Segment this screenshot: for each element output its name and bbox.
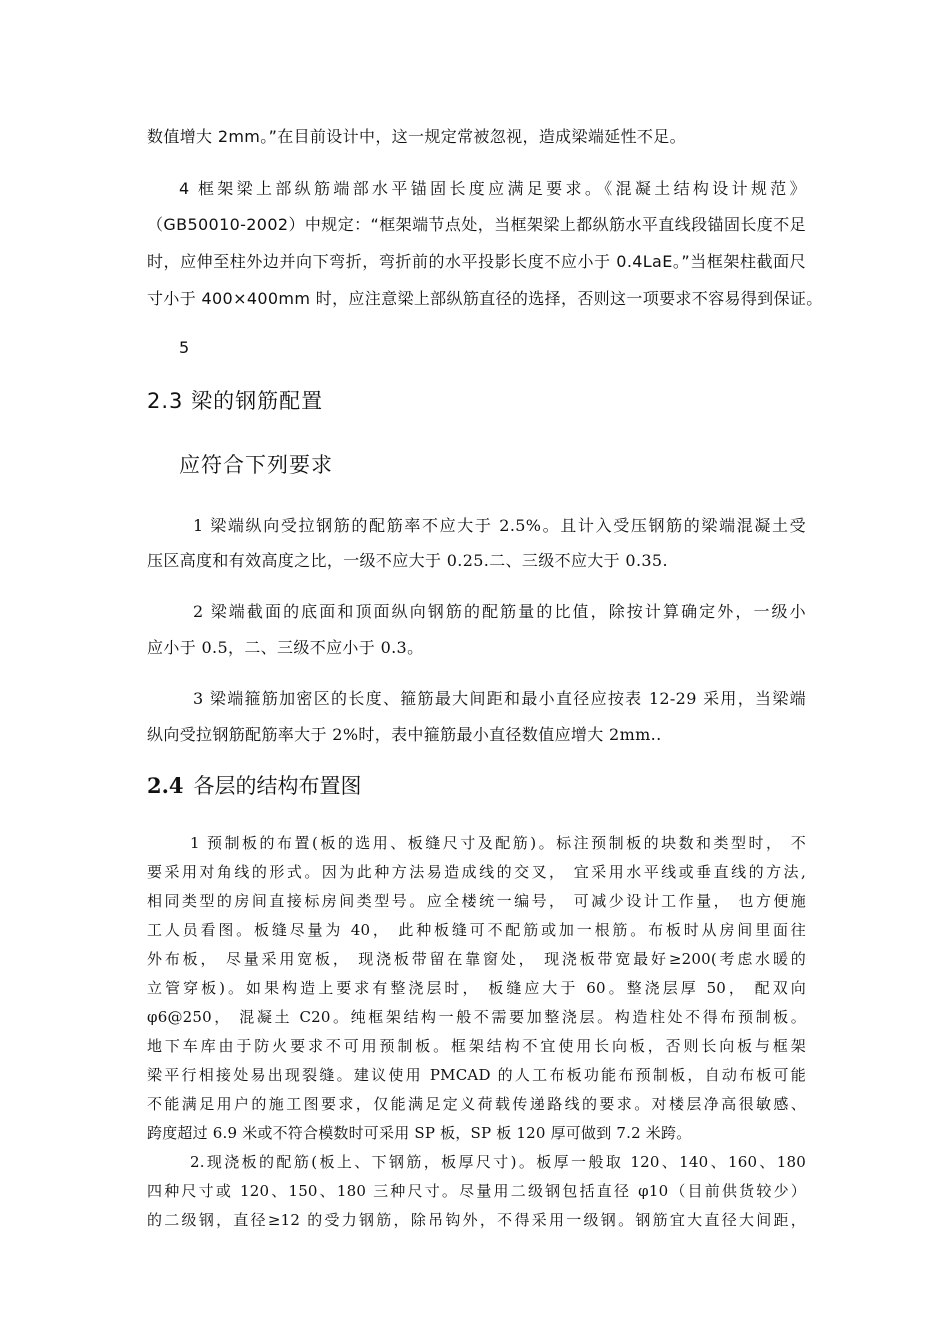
p1-line-11: 跨度超过 6.9 米或不符合模数时可采用 SP 板，SP 板 120 厚可做到 7.2 米跨。 [147,1124,692,1142]
paragraph-4-line-2: （GB50010-2002）中规定：“框架端节点处，当框架梁上都纵筋水平直线段锚固长度不足 [147,215,806,234]
item-2-line-1: 2 梁端截面的底面和顶面纵向钢筋的配筋量的比值，除按计算确定外，一级小 [193,602,806,621]
p2-line-3: 的二级钢，直径≥12 的受力钢筋，除吊钩外，不得采用一级钢。钢筋宜大直径大间距， [147,1211,806,1229]
section-2-4-number: 2.4 [147,773,184,798]
p1-line-7: φ6@250， 混凝土 C20。纯框架结构一般不需要加整浇层。构造柱处不得布预制板。 [147,1008,806,1026]
p2-line-2: 四种尺寸或 120、150、180 三种尺寸。尽量用二级钢包括直径 φ10（目前供货较少） [147,1182,806,1200]
item-1-line-1: 1 梁端纵向受拉钢筋的配筋率不应大于 2.5%。且计入受压钢筋的梁端混凝土受 [193,516,806,535]
p1-line-1: 1 预制板的布置(板的选用、板缝尺寸及配筋)。标注预制板的块数和类型时， 不 [190,834,806,852]
section-2-3-subheading: 应符合下列要求 [179,453,333,477]
p1-line-5: 外布板， 尽量采用宽板， 现浇板带留在靠窗处， 现浇板带宽最好≥200(考虑水暖的 [147,950,806,968]
p1-line-6: 立管穿板)。如果构造上要求有整浇层时， 板缝应大于 60。整浇层厚 50， 配双向 [147,979,806,997]
p1-line-9: 梁平行相接处易出现裂缝。建议使用 PMCAD 的人工布板功能布预制板，自动布板可能 [147,1066,806,1084]
paragraph-4-line-1: 4 框架梁上部纵筋端部水平锚固长度应满足要求。《混凝土结构设计规范》 [179,179,806,198]
item-3-line-1: 3 梁端箍筋加密区的长度、箍筋最大间距和最小直径应按表 12-29 采用，当梁端 [193,689,806,708]
p2-line-1: 2.现浇板的配筋(板上、下钢筋，板厚尺寸)。板厚一般取 120、140、160、180 [190,1153,806,1171]
p1-line-4: 工人员看图。板缝尽量为 40， 此种板缝可不配筋或加一根筋。布板时从房间里面往 [147,921,806,939]
item-2-line-2: 应小于 0.5，二、三级不应小于 0.3。 [147,638,424,657]
paragraph-4-line-3: 时，应伸至柱外边并向下弯折，弯折前的水平投影长度不应小于 0.4LaE。”当框架柱截面尺 [147,252,806,271]
item-1-line-2: 压区高度和有效高度之比，一级不应大于 0.25.二、三级不应大于 0.35. [147,551,668,570]
section-2-4-title: 各层的结构布置图 [193,774,362,798]
p1-line-10: 不能满足用户的施工图要求，仅能满足定义荷载传递路线的要求。对楼层净高很敏感、 [147,1095,806,1113]
item-3-line-2: 纵向受拉钢筋配筋率大于 2%时，表中箍筋最小直径数值应增大 2mm.. [147,725,662,744]
paragraph-continuation-line: 数值增大 2mm。”在目前设计中，这一规定常被忽视，造成梁端延性不足。 [147,127,686,146]
paragraph-5-number: 5 [179,338,190,357]
p1-line-2: 要采用对角线的形式。因为此种方法易造成线的交叉， 宜采用水平线或垂直线的方法, [147,863,806,881]
p1-line-8: 地下车库由于防火要求不可用预制板。框架结构不宜使用长向板，否则长向板与框架 [147,1037,806,1055]
section-2-3-heading: 2.3 梁的钢筋配置 [147,389,324,413]
section-2-4-heading [147,770,362,800]
p1-line-3: 相同类型的房间直接标房间类型号。应全楼统一编号， 可减少设计工作量， 也方便施 [147,892,806,910]
paragraph-4-line-4: 寸小于 400×400mm 时，应注意梁上部纵筋直径的选择，否则这一项要求不容易得到保证。 [147,289,823,308]
